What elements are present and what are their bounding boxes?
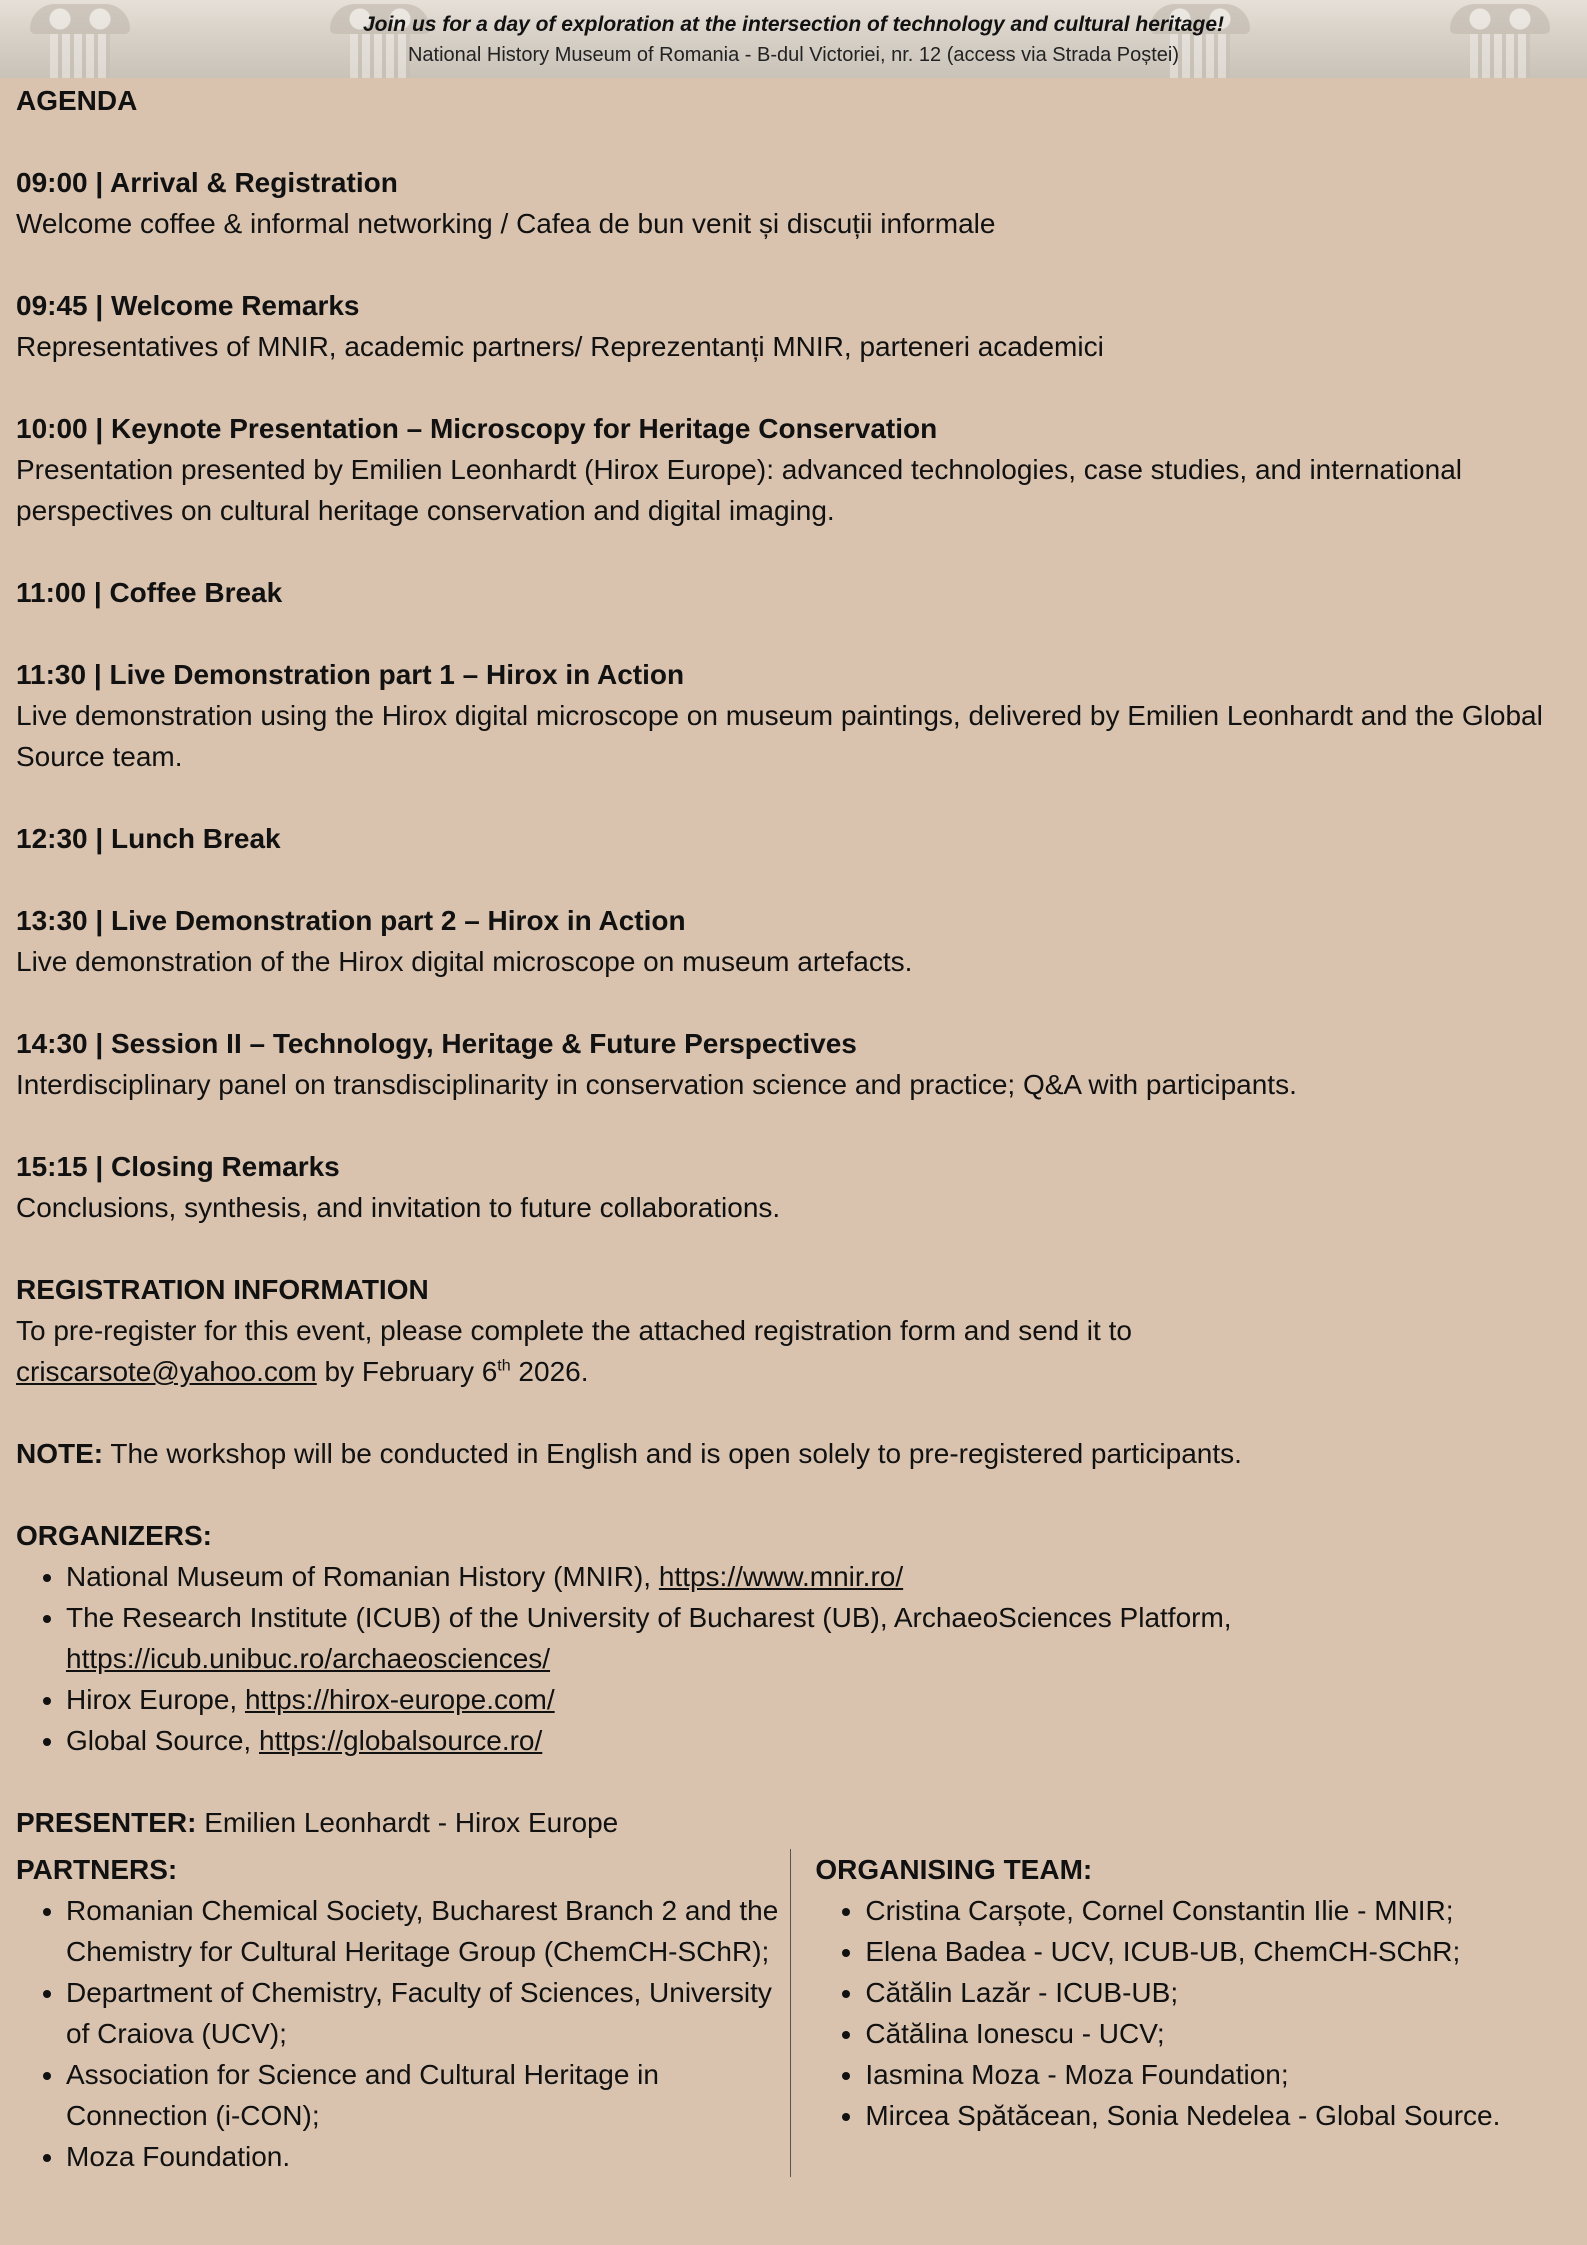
agenda-item-desc: Representatives of MNIR, academic partners/ Reprezentanți MNIR, parteneri academici	[16, 331, 1104, 362]
agenda-item-desc: Presentation presented by Emilien Leonhardt (Hirox Europe): advanced technologies, case studies, and international perspectives on cultural heritage conservation and digital imaging.	[16, 454, 1462, 526]
note-text: The workshop will be conducted in English and is open solely to pre-registered participants.	[103, 1438, 1242, 1469]
agenda-item	[16, 900, 1571, 982]
organising-team-title: ORGANISING TEAM:	[815, 1854, 1093, 1885]
agenda-title: AGENDA	[16, 85, 138, 116]
agenda-item	[16, 1146, 1571, 1228]
list-item: • Romanian Chemical Society, Bucharest Branch 2 and the Chemistry for Cultural Heritage Group (ChemCH-SChR);	[66, 1890, 790, 1972]
registration-title: REGISTRATION INFORMATION	[16, 1274, 429, 1305]
agenda-item	[16, 654, 1571, 777]
agenda-item-title: 13:30 | Live Demonstration part 2 – Hirox in Action	[16, 905, 686, 936]
registration-text-before: To pre-register for this event, please complete the attached registration form and send it to	[16, 1315, 1132, 1346]
organising-team-section	[790, 1849, 1571, 2177]
partners-title: PARTNERS:	[16, 1854, 178, 1885]
list-item	[66, 1556, 1571, 1597]
list-item: • Cristina Carșote, Cornel Constantin Ilie - MNIR;	[865, 1890, 1571, 1931]
list-item: • Cătălina Ionescu - UCV;	[865, 2013, 1571, 2054]
list-item: • Mircea Spătăcean, Sonia Nedelea - Global Source.	[865, 2095, 1571, 2136]
agenda-item-desc: Interdisciplinary panel on transdisciplinarity in conservation science and practice; Q&A with participants.	[16, 1069, 1297, 1100]
agenda-item-title: 11:00 | Coffee Break	[16, 577, 283, 608]
agenda-item-desc: Live demonstration using the Hirox digital microscope on museum paintings, delivered by Emilien Leonhardt and the Global Source team.	[16, 700, 1543, 772]
registration-deadline: by February 6	[316, 1356, 498, 1387]
organizer-link[interactable]: https://icub.unibuc.ro/archaeosciences/	[66, 1643, 551, 1674]
presenter-label: PRESENTER:	[16, 1807, 197, 1838]
presenter-text: Emilien Leonhardt - Hirox Europe	[196, 1807, 619, 1838]
partners-list	[16, 1890, 790, 2177]
agenda-item	[16, 818, 1571, 859]
agenda-item-title: 14:30 | Session II – Technology, Heritage & Future Perspectives	[16, 1028, 857, 1059]
registration-email-link[interactable]: criscarsote@yahoo.com	[16, 1356, 317, 1387]
header-tagline: Join us for a day of exploration at the intersection of technology and cultural heritage!	[362, 13, 1225, 36]
agenda-item-desc: Welcome coffee & informal networking / Cafea de bun venit și discuții informale	[16, 208, 996, 239]
agenda-item-title: 15:15 | Closing Remarks	[16, 1151, 340, 1182]
registration-section	[16, 1269, 1571, 1392]
organizers-list	[16, 1556, 1571, 1761]
agenda-item-title: 09:00 | Arrival & Registration	[16, 167, 398, 198]
agenda-item	[16, 1023, 1571, 1105]
agenda-item-title: 10:00 | Keynote Presentation – Microscopy for Heritage Conservation	[16, 413, 938, 444]
note-label: NOTE:	[16, 1438, 104, 1469]
presenter-paragraph	[16, 1802, 1571, 1843]
organizers-section	[16, 1515, 1571, 1761]
list-item	[66, 1720, 1571, 1761]
organizer-link[interactable]: https://www.mnir.ro/	[658, 1561, 904, 1592]
organizer-name: National Museum of Romanian History (MNIR),	[66, 1561, 659, 1592]
organising-team-list	[815, 1890, 1571, 2136]
organizer-link[interactable]: https://globalsource.ro/	[259, 1725, 543, 1756]
list-item: • Moza Foundation.	[66, 2136, 790, 2177]
list-item: • Iasmina Moza - Moza Foundation;	[865, 2054, 1571, 2095]
agenda-item-desc: Conclusions, synthesis, and invitation to future collaborations.	[16, 1192, 781, 1223]
note-paragraph	[16, 1433, 1571, 1474]
registration-deadline-suffix: th	[497, 1357, 511, 1375]
agenda-item-title: 09:45 | Welcome Remarks	[16, 290, 360, 321]
agenda-item	[16, 162, 1571, 244]
organizer-name: The Research Institute (ICUB) of the University of Bucharest (UB), ArchaeoSciences Platform,	[66, 1602, 1232, 1633]
agenda-item	[16, 285, 1571, 367]
list-item: • Association for Science and Cultural Heritage in Connection (i-CON);	[66, 2054, 790, 2136]
partners-team-columns	[16, 1849, 1571, 2177]
list-item	[66, 1597, 1571, 1679]
list-item	[66, 1679, 1571, 1720]
organizers-title: ORGANIZERS:	[16, 1520, 212, 1551]
list-item: • Elena Badea - UCV, ICUB-UB, ChemCH-SChR;	[865, 1931, 1571, 1972]
list-item: • Department of Chemistry, Faculty of Sciences, University of Craiova (UCV);	[66, 1972, 790, 2054]
agenda-item-desc: Live demonstration of the Hirox digital microscope on museum artefacts.	[16, 946, 913, 977]
registration-year: 2026.	[510, 1356, 589, 1387]
header-banner	[0, 0, 1587, 78]
organizer-link[interactable]: https://hirox-europe.com/	[244, 1684, 555, 1715]
agenda-item-title: 12:30 | Lunch Break	[16, 823, 281, 854]
organizer-name: Hirox Europe,	[66, 1684, 245, 1715]
agenda-item	[16, 572, 1571, 613]
agenda-item-title: 11:30 | Live Demonstration part 1 – Hirox in Action	[16, 659, 685, 690]
document-body	[16, 80, 1571, 2177]
organizer-name: Global Source,	[66, 1725, 259, 1756]
header-address: National History Museum of Romania - B-dul Victoriei, nr. 12 (access via Strada Poștei)	[407, 44, 1180, 66]
partners-section	[16, 1849, 790, 2177]
registration-text	[16, 1310, 1571, 1392]
list-item: • Cătălin Lazăr - ICUB-UB;	[865, 1972, 1571, 2013]
agenda-item	[16, 408, 1571, 531]
